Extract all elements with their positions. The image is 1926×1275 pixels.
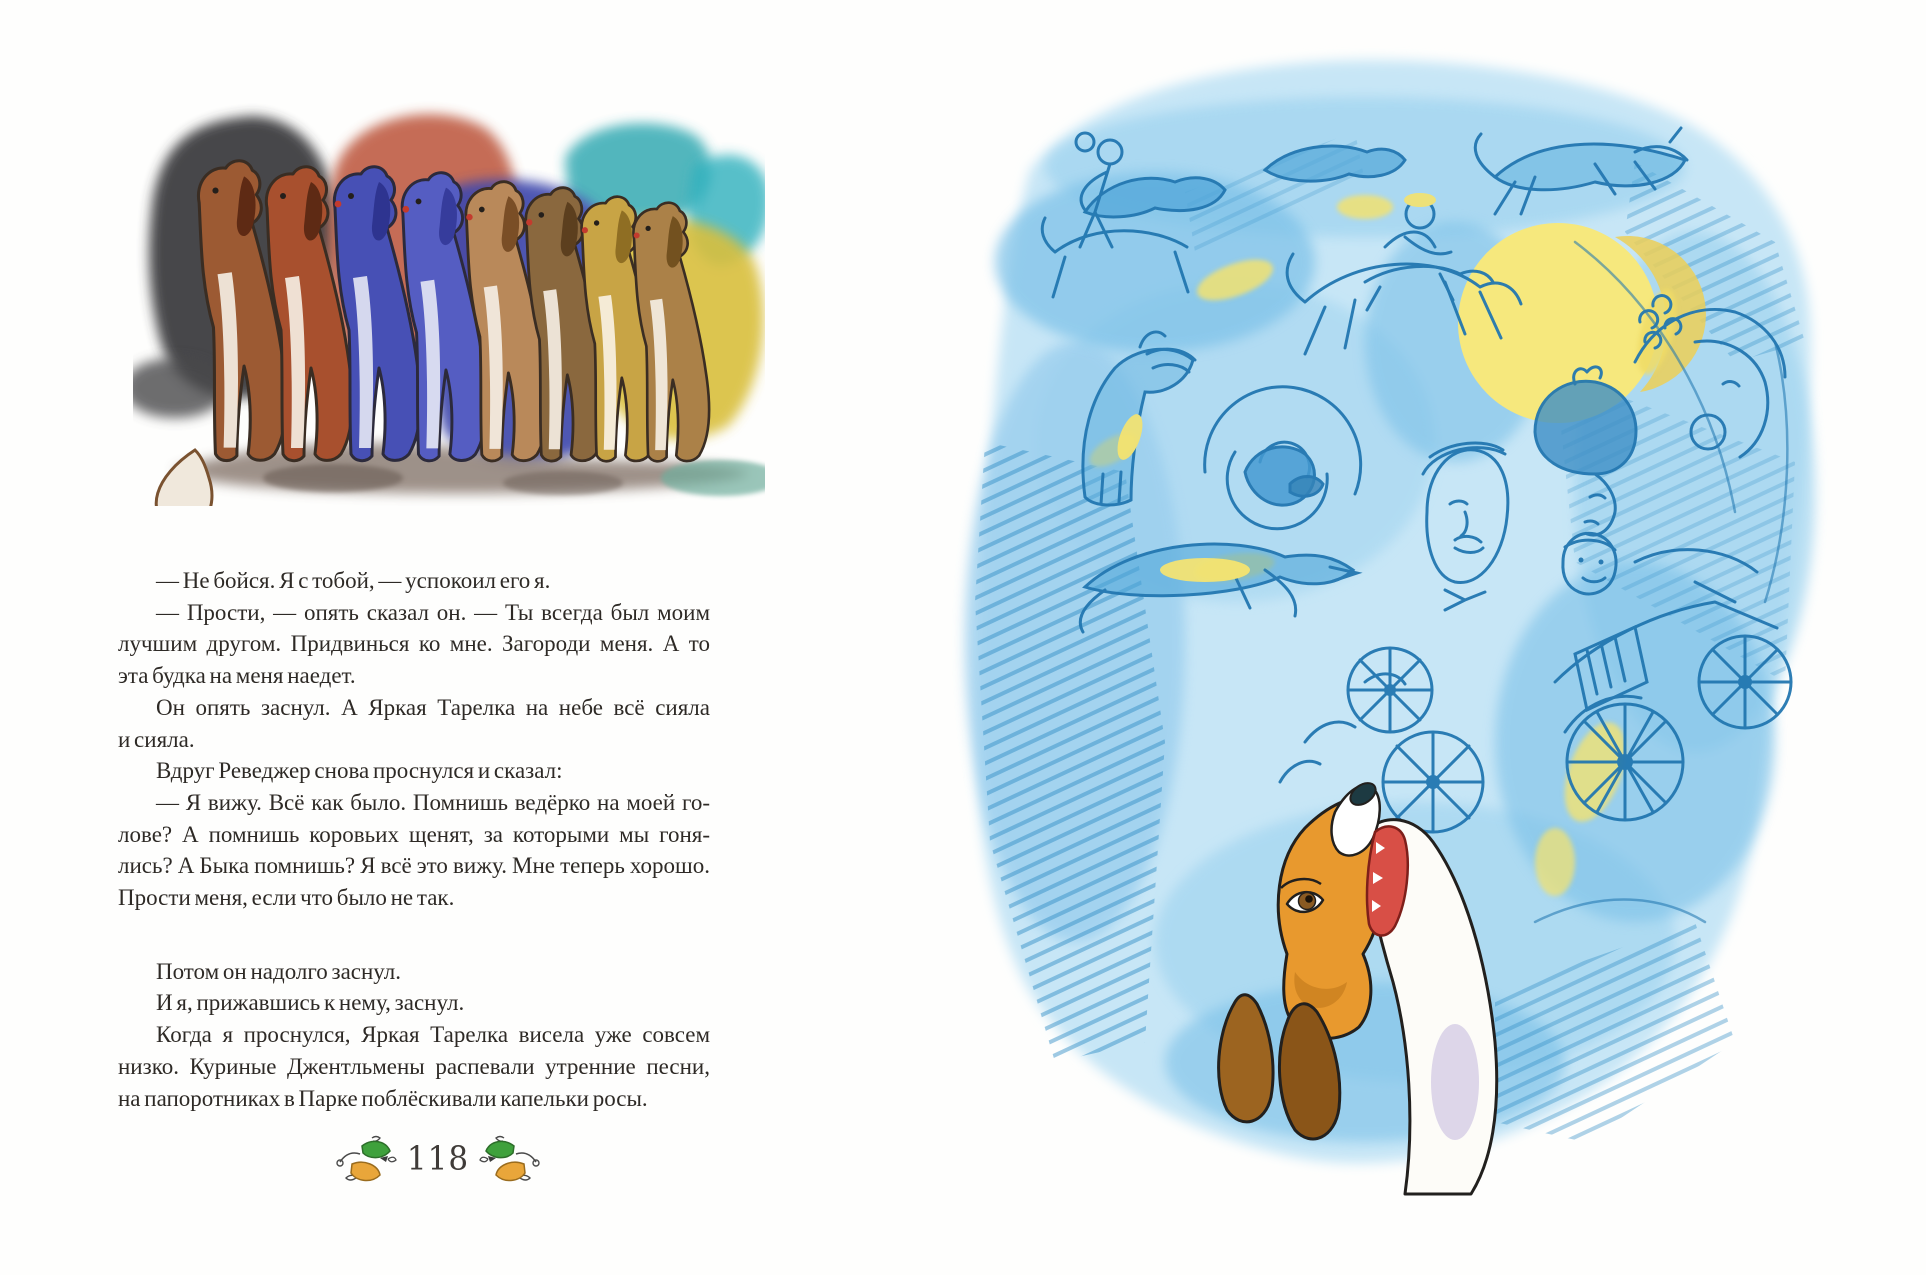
page-footer — [318, 1128, 558, 1190]
text-line: — Прости, — опять сказал он. — Ты всегда был моим — [156, 599, 710, 625]
text-line: и сияла. — [118, 726, 195, 752]
sitting-dogs-row — [198, 161, 709, 462]
paragraph-gap — [118, 914, 710, 956]
leaf-ornament-right-icon — [478, 1134, 540, 1184]
story-text — [118, 565, 710, 1114]
text-line: Вдруг Реведжер снова проснулся и сказал: — [156, 758, 563, 784]
dream-illustration — [935, 42, 1835, 1227]
curled-tail — [156, 450, 212, 506]
text-line: на папоротниках в Парке поблёскивали капельки росы. — [118, 1085, 648, 1111]
leaf-ornament-left-icon — [336, 1134, 398, 1184]
text-line: — Я вижу. Всё как было. Помнишь ведёрко на моей го- — [156, 789, 710, 815]
text-line: низко. Куриные Джентльмены распевали утренние песни, — [118, 1053, 710, 1079]
text-line: — Не бойся. Я с тобой, — успокоил его я. — [156, 568, 551, 593]
text-line: Он опять заснул. А Яркая Тарелка на небе всё сияла — [156, 694, 710, 720]
text-line: эта будка на меня наедет. — [118, 663, 356, 689]
text-line: И я, прижавшись к нему, заснул. — [156, 990, 465, 1016]
text-line: Когда я проснулся, Яркая Тарелка висела уже совсем — [156, 1022, 710, 1048]
text-line: Прости меня, если что было не так. — [118, 885, 455, 911]
text-line: лове? А помнишь коровьих щенят, за которыми мы гоня- — [118, 821, 710, 847]
text-line: Потом он надолго заснул. — [156, 958, 402, 984]
page-number: 118 — [406, 1139, 470, 1179]
text-line: лучшим другом. Придвинься ко мне. Загороди меня. А то — [118, 631, 710, 657]
text-line: лись? А Быка помнишь? Я всё это вижу. Мне теперь хорошо. — [118, 853, 710, 879]
dogs-chorus-illustration — [133, 58, 765, 506]
